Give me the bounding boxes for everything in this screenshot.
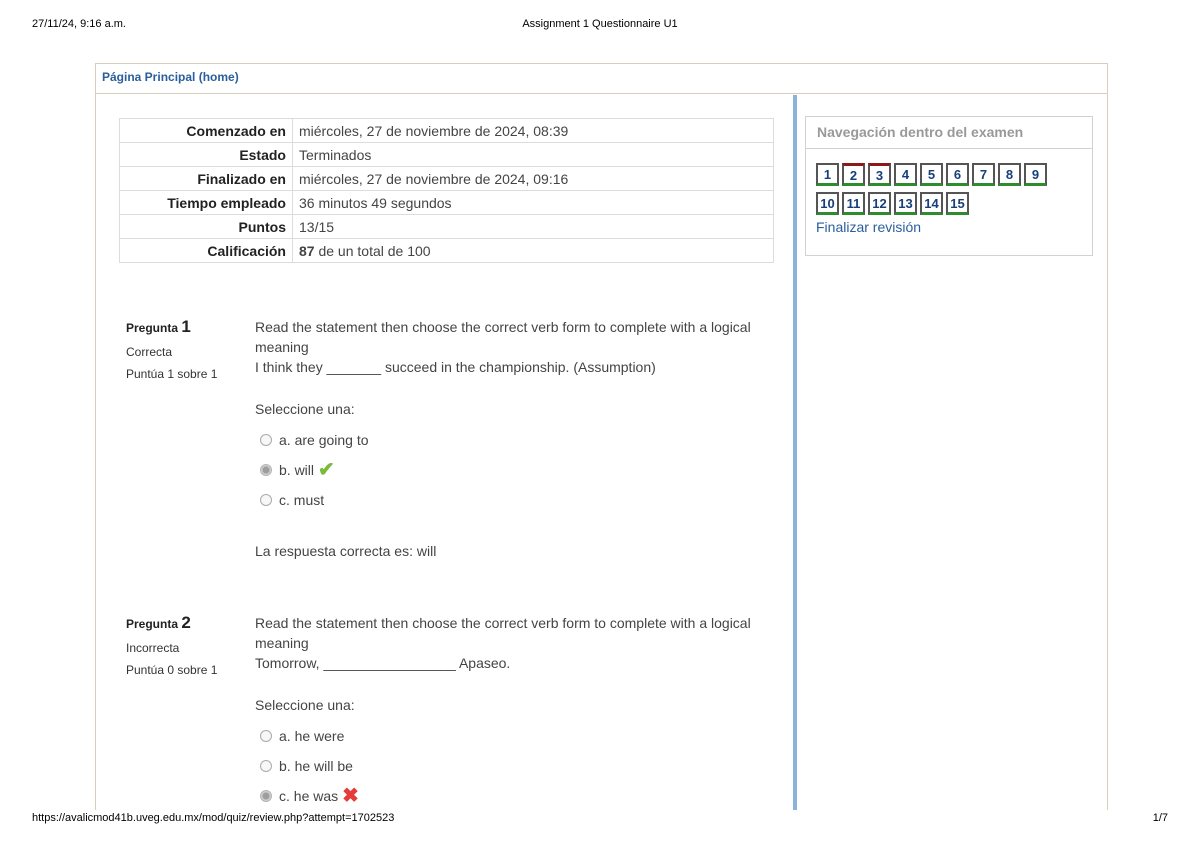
main-region <box>96 95 797 810</box>
summary-value <box>293 239 774 263</box>
summary-row <box>120 215 774 239</box>
nav-row <box>816 163 1082 186</box>
answer-option[interactable] <box>255 455 755 485</box>
option-label: a. he were <box>279 728 345 744</box>
summary-value: 36 minutos 49 segundos <box>293 191 774 215</box>
question-info <box>126 317 246 381</box>
nav-question-button[interactable]: 15 <box>946 192 969 215</box>
answer-option[interactable] <box>255 485 755 515</box>
summary-label: Estado <box>120 143 293 167</box>
radio-button[interactable] <box>260 730 272 742</box>
summary-label: Tiempo empleado <box>120 191 293 215</box>
question-state: Incorrecta <box>126 641 180 655</box>
grade-score: 87 <box>299 242 315 259</box>
summary-label: Comenzado en <box>120 119 293 143</box>
option-label: c. he was <box>279 788 339 804</box>
option-label: b. will <box>279 462 315 478</box>
quiz-navigation-title: Navegación dentro del examen <box>806 117 1092 149</box>
question-text: Read the statement then choose the correct verb form to complete with a logical meaning <box>255 319 751 355</box>
radio-button[interactable] <box>260 434 272 446</box>
summary-row <box>120 143 774 167</box>
summary-value: miércoles, 27 de noviembre de 2024, 09:16 <box>293 167 774 191</box>
breadcrumb <box>96 64 1107 94</box>
nav-question-button[interactable]: 4 <box>894 163 917 186</box>
summary-row <box>120 239 774 263</box>
radio-button[interactable] <box>260 494 272 506</box>
summary-row <box>120 119 774 143</box>
question-grade: Puntúa 1 sobre 1 <box>126 367 218 381</box>
option-label: b. he will be <box>279 758 353 774</box>
nav-row <box>816 192 1082 215</box>
question-content <box>255 613 755 811</box>
option-label: c. must <box>279 492 325 508</box>
print-header <box>32 18 1168 34</box>
nav-question-button[interactable]: 1 <box>816 163 839 186</box>
correct-answer-feedback: La respuesta correcta es: will <box>255 543 437 559</box>
nav-question-button[interactable]: 13 <box>894 192 917 215</box>
radio-button[interactable] <box>260 760 272 772</box>
answer-prompt: Seleccione una: <box>255 697 355 713</box>
question-text: Read the statement then choose the correct verb form to complete with a logical meaning <box>255 615 751 651</box>
nav-question-button[interactable]: 6 <box>946 163 969 186</box>
nav-question-button[interactable]: 5 <box>920 163 943 186</box>
summary-label: Calificación <box>120 239 293 263</box>
question-content <box>255 317 755 561</box>
summary-label: Finalizado en <box>120 167 293 191</box>
nav-question-button[interactable]: 12 <box>868 192 891 215</box>
summary-row <box>120 191 774 215</box>
answer-option[interactable] <box>255 721 755 751</box>
option-label: a. are going to <box>279 432 369 448</box>
sidebar <box>805 116 1093 256</box>
grade-total: de un total de 100 <box>314 242 431 259</box>
question-label: Pregunta <box>126 321 179 335</box>
question-number <box>126 613 246 633</box>
summary-value: Terminados <box>293 143 774 167</box>
question-num: 2 <box>181 613 191 632</box>
nav-question-button[interactable]: 3 <box>868 163 891 186</box>
check-icon: ✔ <box>318 459 335 481</box>
question-number <box>126 317 246 337</box>
print-footer <box>32 812 1168 828</box>
nav-question-button[interactable]: 14 <box>920 192 943 215</box>
quiz-navigation-block <box>805 116 1093 256</box>
summary-row <box>120 167 774 191</box>
nav-question-button[interactable]: 2 <box>842 163 865 186</box>
nav-question-button[interactable]: 11 <box>842 192 865 215</box>
cross-icon: ✖ <box>342 785 359 807</box>
summary-value: 13/15 <box>293 215 774 239</box>
question-label: Pregunta <box>126 617 179 631</box>
print-page-number: 1/7 <box>1152 812 1168 824</box>
breadcrumb-home-link[interactable]: Página Principal (home) <box>102 70 239 84</box>
print-title: Assignment 1 Questionnaire U1 <box>522 18 678 30</box>
answer-option[interactable] <box>255 425 755 455</box>
attempt-summary-table <box>119 118 774 263</box>
radio-button-checked[interactable] <box>260 464 272 476</box>
finish-review-link[interactable]: Finalizar revisión <box>816 219 922 235</box>
question-sentence: Tomorrow, _________________ Apaseo. <box>255 655 511 671</box>
print-url: https://avalicmod41b.uveg.edu.mx/mod/quiz/review.php?attempt=1702523 <box>32 812 395 824</box>
page-frame <box>95 63 1108 810</box>
question-state: Correcta <box>126 345 173 359</box>
question-info <box>126 613 246 677</box>
nav-question-button[interactable]: 10 <box>816 192 839 215</box>
quiz-navigation-body <box>806 149 1092 255</box>
answer-option[interactable] <box>255 781 755 811</box>
nav-question-button[interactable]: 7 <box>972 163 995 186</box>
nav-question-button[interactable]: 8 <box>998 163 1021 186</box>
question-sentence: I think they _______ succeed in the championship. (Assumption) <box>255 359 656 375</box>
question-grade: Puntúa 0 sobre 1 <box>126 663 218 677</box>
question-num: 1 <box>181 317 191 336</box>
answer-option[interactable] <box>255 751 755 781</box>
summary-value: miércoles, 27 de noviembre de 2024, 08:39 <box>293 119 774 143</box>
nav-question-button[interactable]: 9 <box>1024 163 1047 186</box>
answer-prompt: Seleccione una: <box>255 401 355 417</box>
print-date: 27/11/24, 9:16 a.m. <box>32 18 126 30</box>
summary-label: Puntos <box>120 215 293 239</box>
radio-button-checked[interactable] <box>260 790 272 802</box>
